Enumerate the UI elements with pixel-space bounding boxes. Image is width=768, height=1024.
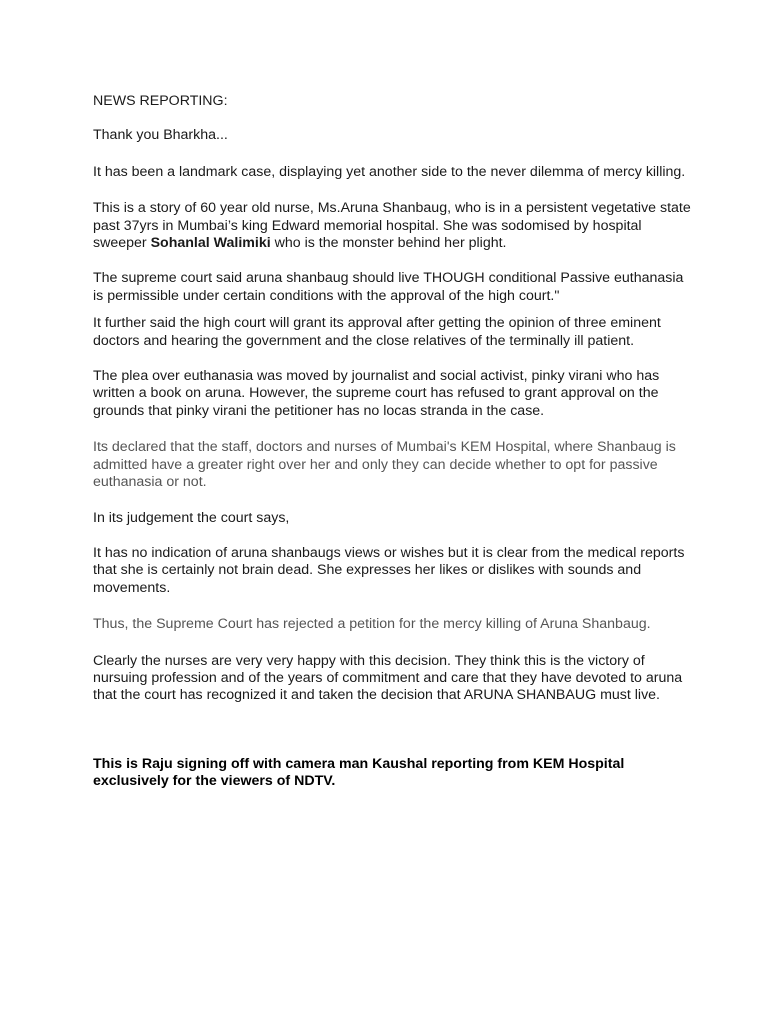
paragraph-7: In its judgement the court says, bbox=[93, 509, 290, 526]
paragraph-2 bbox=[93, 200, 693, 252]
paragraph-5: The plea over euthanasia was moved by journalist and social activist, pinky virani who has written a book on aruna. However, the supreme court has refused to grant approval on the grounds that pinky virani the petitioner has no locas stranda in the case. bbox=[93, 368, 660, 419]
document-page bbox=[93, 93, 693, 791]
heading: NEWS REPORTING: bbox=[93, 93, 228, 109]
paragraph-3: The supreme court said aruna shanbaug should live THOUGH conditional Passive euthanasia is permissible under certain conditions with the approval of the high court." bbox=[93, 270, 684, 304]
signoff: This is Raju signing off with camera man Kaushal reporting from KEM Hospital exclusively for the viewers of NDTV. bbox=[93, 755, 625, 790]
paragraph-2-before: This is a story of 60 year old nurse, Ms.Aruna Shanbaug, who is in a persistent vegetative state past 37yrs in Mumbai’s king Edward memorial hospital. She was sodomised by hospital sweeper bbox=[93, 200, 691, 252]
paragraph-8: It has no indication of aruna shanbaugs views or wishes but it is clear from the medical reports that she is certainly not brain dead. She expresses her likes or dislikes with sounds and movements. bbox=[93, 544, 685, 596]
perpetrator-name: Sohanlal Walimiki bbox=[150, 235, 271, 252]
paragraph-9: Thus, the Supreme Court has rejected a petition for the mercy killing of Aruna Shanbaug. bbox=[93, 616, 651, 633]
paragraph-4: It further said the high court will grant its approval after getting the opinion of three eminent doctors and hearing the government and the close relatives of the terminally ill patient. bbox=[93, 315, 661, 349]
paragraph-6: Its declared that the staff, doctors and nurses of Mumbai's KEM Hospital, where Shanbaug is admitted have a greater right over her and only they can decide whether to opt for passive euthanasia or not. bbox=[93, 439, 676, 491]
greeting: Thank you Bharkha... bbox=[93, 127, 228, 144]
paragraph-10: Clearly the nurses are very very happy with this decision. They think this is the victory of nursuing profession and of the years of commitment and care that they have devoted to aruna that the court has recognized it and taken the decision that ARUNA SHANBAUG must live. bbox=[93, 652, 683, 704]
paragraph-2-after: who is the monster behind her plight. bbox=[270, 235, 507, 252]
paragraph-1: It has been a landmark case, displaying yet another side to the never dilemma of mercy killing. bbox=[93, 163, 686, 180]
